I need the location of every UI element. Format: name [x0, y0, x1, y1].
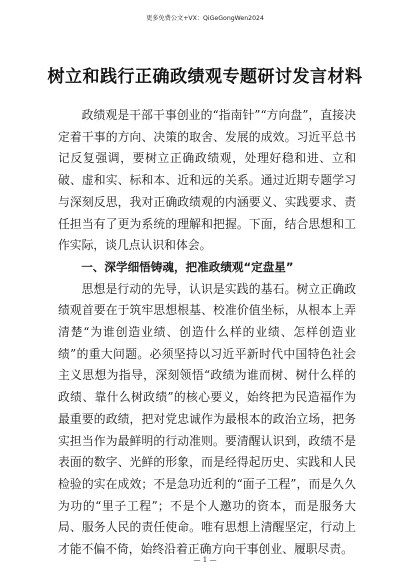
section-1-paragraph: 思想是行动的先导，认识是实践的基石。树立正确政绩观首要在于筑牢思想根基、校准价值坐标，从根本上弄清楚“为谁创造业绩、创造什么样的业绩、怎样创造业绩”的重大问题。必须坚持以习近平新时代中国特色社会主义思想为指导，深刻领悟“政绩为谁而树、树什么样的政绩、靠什么树政绩”的核心要义，始终把为民造福作为最重要的政绩，把对党忠诚作为最根本的政治立场，把务实担当作为最鲜明的行动准则。要清醒认识到，政绩不是表面的数字、光鲜的形象，而是经得起历史、实践和人民检验的实在成效；不是急功近利的“面子工程”，而是久久为功的“里子工程”；不是个人邀功的资本，而是服务大局、服务人民的责任使命。唯有思想上清醒坚定，行动上才能不偏不倚，始终沿着正确方向干事创业、履职尽责。	[58, 281, 356, 557]
document-body	[58, 105, 356, 561]
intro-paragraph: 政绩观是干部干事创业的“指南针”“方向盘”，直接决定着干事的方向、决策的取舍、发展的成效。习近平总书记反复强调，要树立正确政绩观，处理好稳和进、立和破、虚和实、标和本、近和远的关系。通过近期专题学习与深刻反思，我对正确政绩观的内涵要义、实践要求、责任担当有了更为系统的理解和把握。下面，结合思想和工作实际，谈几点认识和体会。	[58, 108, 356, 253]
page-number: — 1 —	[193, 556, 217, 564]
document-title: 树立和践行正确政绩观专题研讨发言材料	[47, 67, 363, 87]
header-note: 更多免费公文+VX：QiGeGongWen2024	[146, 15, 264, 22]
section-heading-1: 一、深学细悟铸魂，把准政绩观“定盘星”	[81, 259, 294, 274]
